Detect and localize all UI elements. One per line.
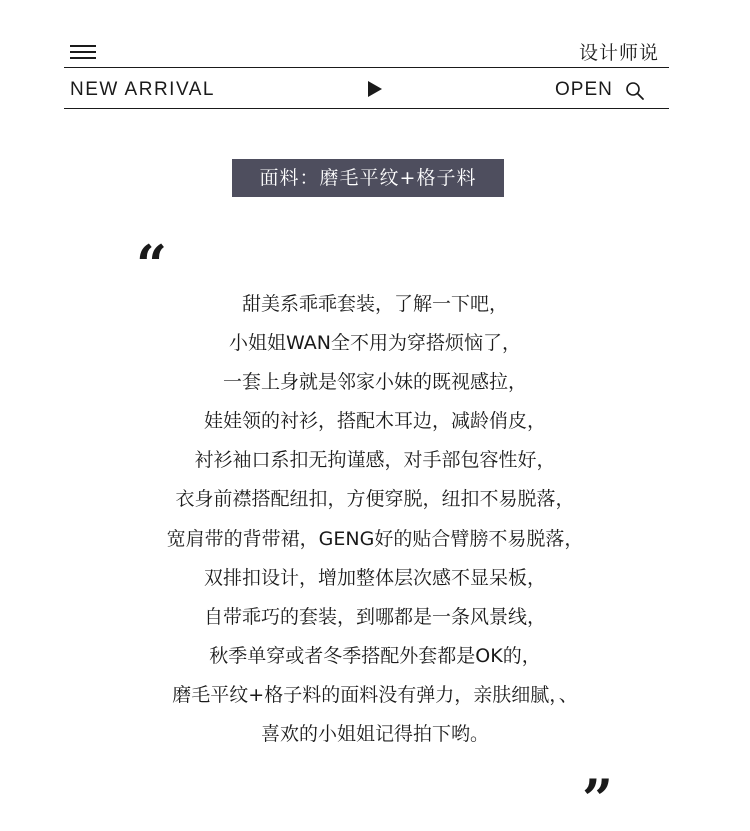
header xyxy=(64,36,669,110)
divider-top xyxy=(64,67,669,68)
description-line: 宽肩带的背带裙，GENG好的贴合臂膀不易脱落， xyxy=(166,527,584,550)
close-quote-mark: ” xyxy=(582,767,614,831)
menu-bar xyxy=(70,45,96,47)
open-quote-mark: “ xyxy=(136,233,168,297)
hamburger-menu-icon[interactable] xyxy=(70,44,96,60)
description-line: 双排扣设计，增加整体层次感不显呆板， xyxy=(203,566,546,589)
description-line: 娃娃领的衬衫，搭配木耳边，减龄俏皮， xyxy=(203,410,546,433)
description-line: 磨毛平纹+格子料的面料没有弹力，亲肤细腻，、 xyxy=(172,683,578,706)
description-line: 一套上身就是邻家小妹的既视感拉， xyxy=(222,371,527,394)
description-line: 自带乖巧的套装，到哪都是一条风景线， xyxy=(203,605,546,628)
description-line: 秋季单穿或者冬季搭配外套都是OK的， xyxy=(209,644,541,667)
divider-bottom xyxy=(64,108,669,109)
menu-bar xyxy=(70,57,96,59)
new-arrival-label: NEW ARRIVAL xyxy=(70,79,215,100)
search-icon[interactable] xyxy=(625,81,645,101)
page-title: 设计师说 xyxy=(578,42,659,64)
description-line: 衣身前襟搭配纽扣，方便穿脱，纽扣不易脱落， xyxy=(175,488,575,511)
description-text xyxy=(0,285,750,754)
play-icon[interactable] xyxy=(368,81,382,97)
description-line: 喜欢的小姐姐记得拍下哟。 xyxy=(260,723,489,746)
fabric-badge: 面料：磨毛平纹+格子料 xyxy=(232,159,504,197)
description-line: 衬衫袖口系扣无拘谨感，对手部包容性好， xyxy=(194,449,556,472)
menu-bar xyxy=(70,51,96,53)
open-button[interactable]: OPEN xyxy=(555,79,613,100)
description-line: 甜美系乖乖套装，了解一下吧， xyxy=(241,293,508,315)
description-line: 小姐姐WAN全不用为穿搭烦恼了， xyxy=(229,332,521,355)
